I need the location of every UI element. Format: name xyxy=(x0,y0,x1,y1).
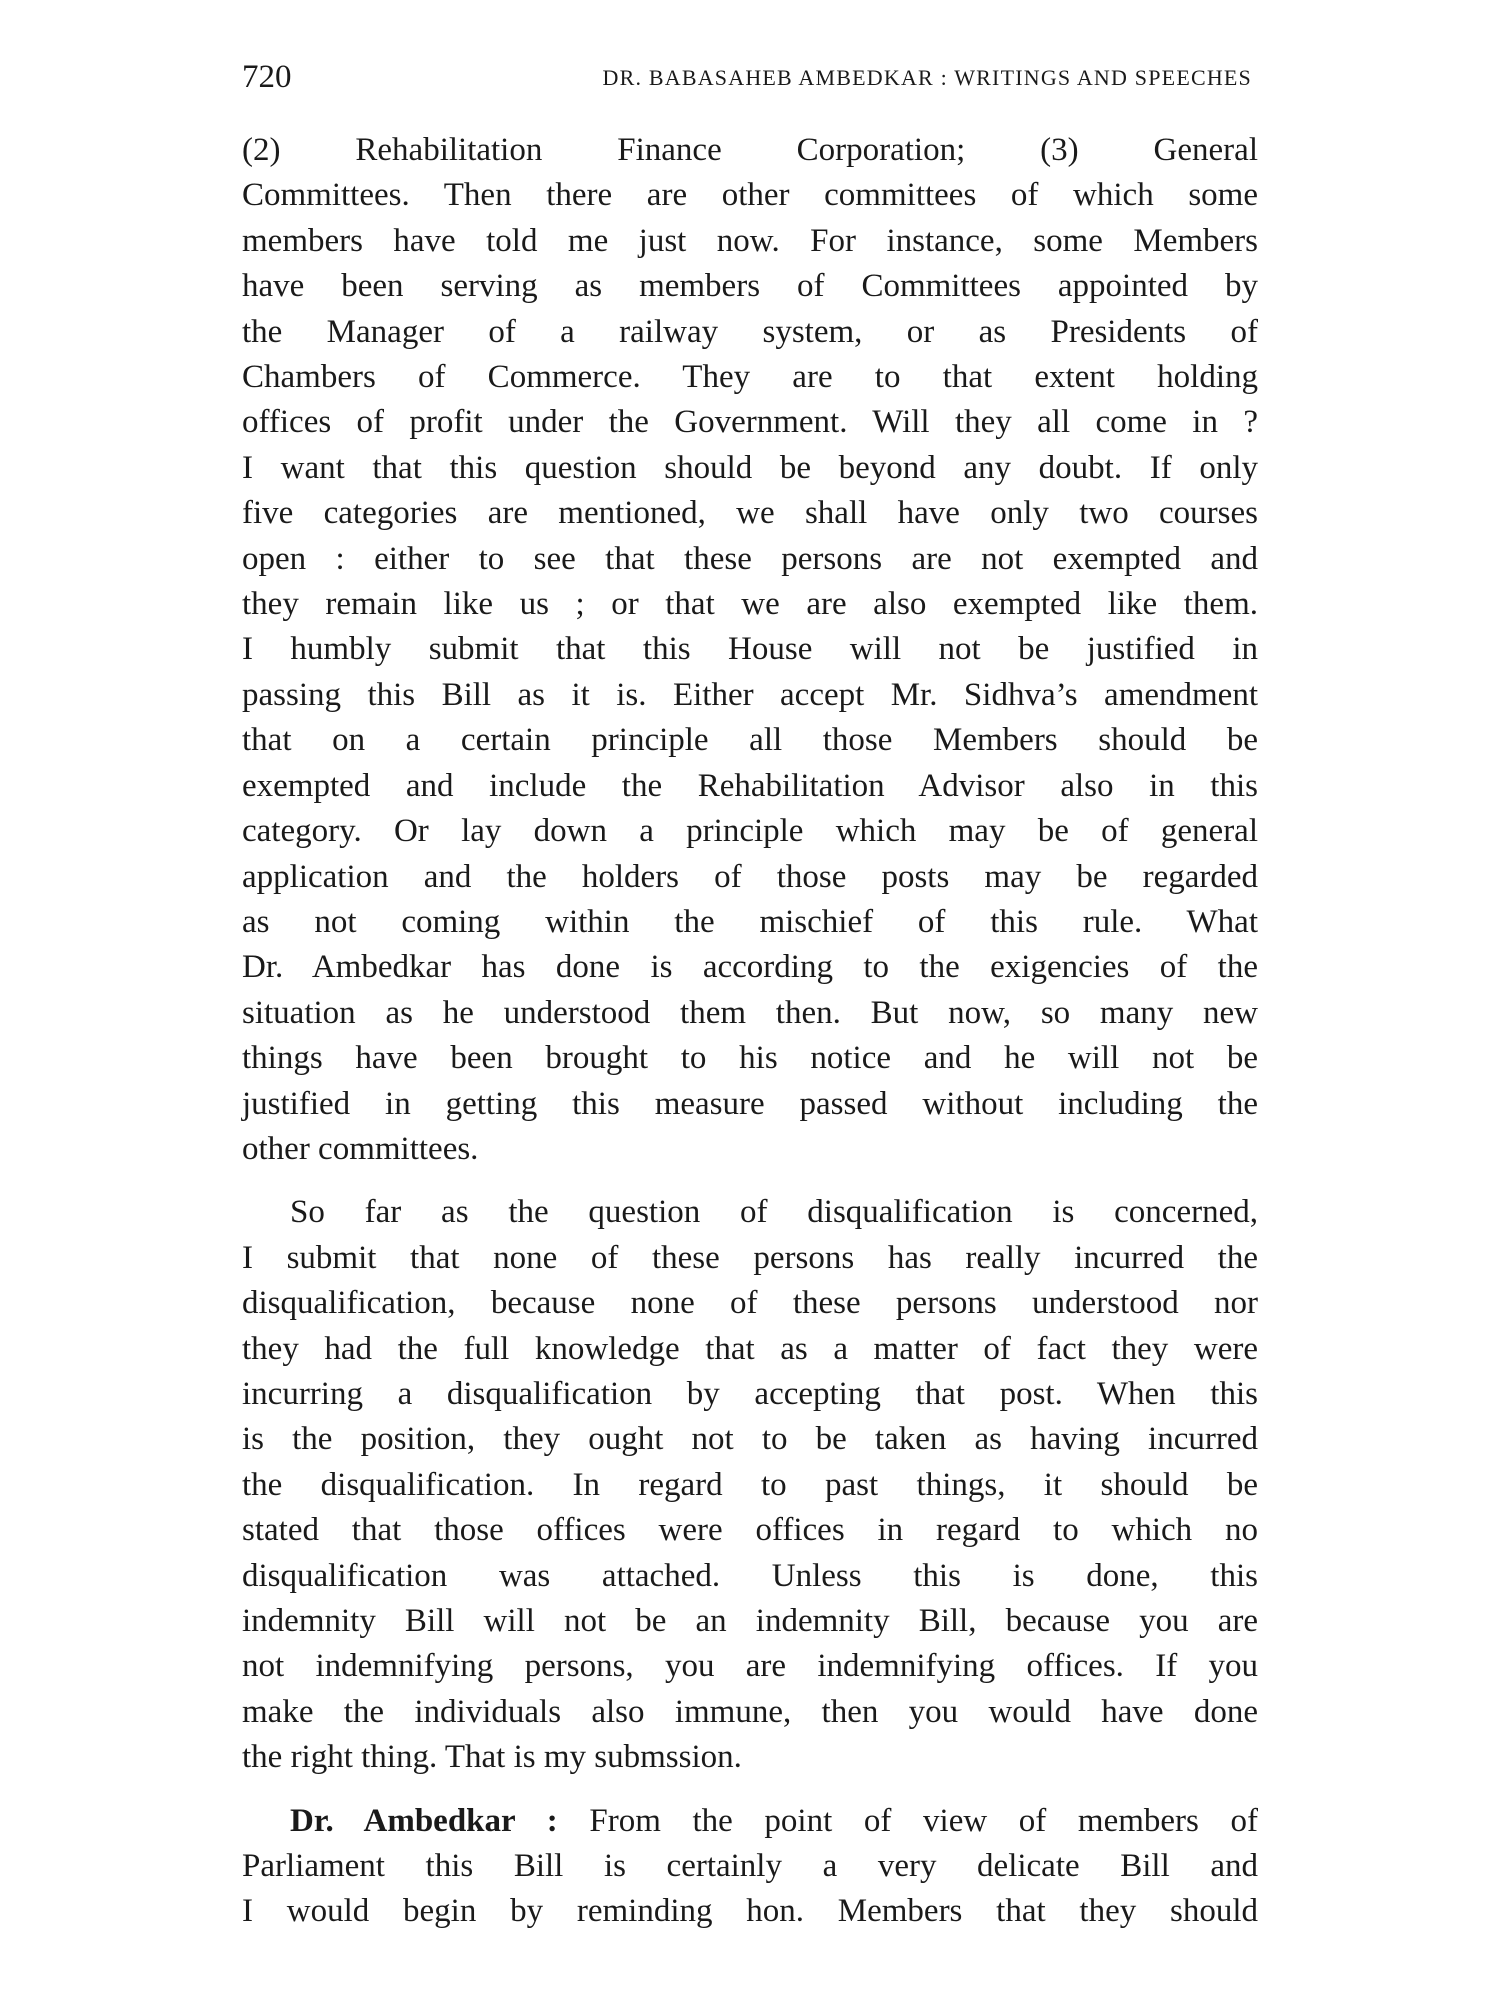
text-line: application and the holders of those posts may be regarded xyxy=(242,858,1258,895)
page-header xyxy=(242,52,1252,102)
text-line: Dr. Ambedkar has done is according to the exigencies of the xyxy=(242,949,1258,986)
text-line: exempted and include the Rehabilitation Advisor also in this xyxy=(242,767,1258,804)
text-line: not indemnifying persons, you are indemnifying offices. If you xyxy=(242,1648,1258,1685)
paragraph-3 xyxy=(242,1799,1258,1935)
body-text xyxy=(242,128,1258,1935)
text-line: disqualification, because none of these persons understood nor xyxy=(242,1285,1258,1322)
text-line: members have told me just now. For instance, some Members xyxy=(242,222,1258,259)
text-line: I would begin by reminding hon. Members that they should xyxy=(242,1893,1258,1930)
text-line: the Manager of a railway system, or as Presidents of xyxy=(242,313,1258,350)
text-line: incurring a disqualification by accepting that post. When this xyxy=(242,1375,1258,1412)
text-line: as not coming within the mischief of this rule. What xyxy=(242,903,1258,940)
text-line xyxy=(242,1799,1258,1844)
text-line: I want that this question should be beyond any doubt. If only xyxy=(242,449,1258,486)
text-line: (2) Rehabilitation Finance Corporation; (3) General xyxy=(242,132,1258,168)
text-line: have been serving as members of Committees appointed by xyxy=(242,268,1258,305)
text-line: they remain like us ; or that we are also exempted like them. xyxy=(242,586,1258,623)
text-line: offices of profit under the Government. Will they all come in ? xyxy=(242,404,1258,441)
text-line: Committees. Then there are other committees of which some xyxy=(242,177,1258,214)
text-line: they had the full knowledge that as a matter of fact they were xyxy=(242,1330,1258,1367)
text-line: things have been brought to his notice and he will not be xyxy=(242,1040,1258,1077)
text-line: Chambers of Commerce. They are to that extent holding xyxy=(242,359,1258,396)
speaker-name: Dr. Ambedkar : xyxy=(290,1802,558,1839)
text-line: the disqualification. In regard to past things, it should be xyxy=(242,1466,1258,1503)
text-line: So far as the question of disqualification is concerned, xyxy=(290,1194,1258,1231)
text-line: Parliament this Bill is certainly a very delicate Bill and xyxy=(242,1848,1258,1885)
page-number: 720 xyxy=(242,59,292,95)
text-line: stated that those offices were offices in regard to which no xyxy=(242,1512,1258,1549)
paragraph-1 xyxy=(242,128,1258,1172)
running-head: DR. BABASAHEB AMBEDKAR : WRITINGS AND SPEECHES xyxy=(602,65,1252,90)
text-line: indemnity Bill will not be an indemnity Bill, because you are xyxy=(242,1603,1258,1639)
text-line: disqualification was attached. Unless this is done, this xyxy=(242,1557,1258,1594)
text-line: that on a certain principle all those Members should be xyxy=(242,722,1258,759)
text-line: the right thing. That is my submssion. xyxy=(242,1739,742,1776)
text-line: other committees. xyxy=(242,1130,479,1167)
text-line: make the individuals also immune, then you would have done xyxy=(242,1693,1258,1730)
text-line: justified in getting this measure passed without including the xyxy=(242,1085,1258,1122)
paragraph-2 xyxy=(242,1190,1258,1780)
text-line: category. Or lay down a principle which may be of general xyxy=(242,813,1258,850)
text-line: is the position, they ought not to be taken as having incurred xyxy=(242,1421,1258,1458)
text-line: situation as he understood them then. But now, so many new xyxy=(242,994,1258,1031)
text-line: I submit that none of these persons has really incurred the xyxy=(242,1239,1258,1276)
speech-start: From the point of view of members of xyxy=(557,1802,1258,1839)
text-line: I humbly submit that this House will not be justified in xyxy=(242,631,1258,668)
text-line: open : either to see that these persons are not exempted and xyxy=(242,540,1258,577)
text-line: five categories are mentioned, we shall have only two courses xyxy=(242,495,1258,532)
text-line: passing this Bill as it is. Either accept Mr. Sidhva’s amendment xyxy=(242,676,1258,713)
